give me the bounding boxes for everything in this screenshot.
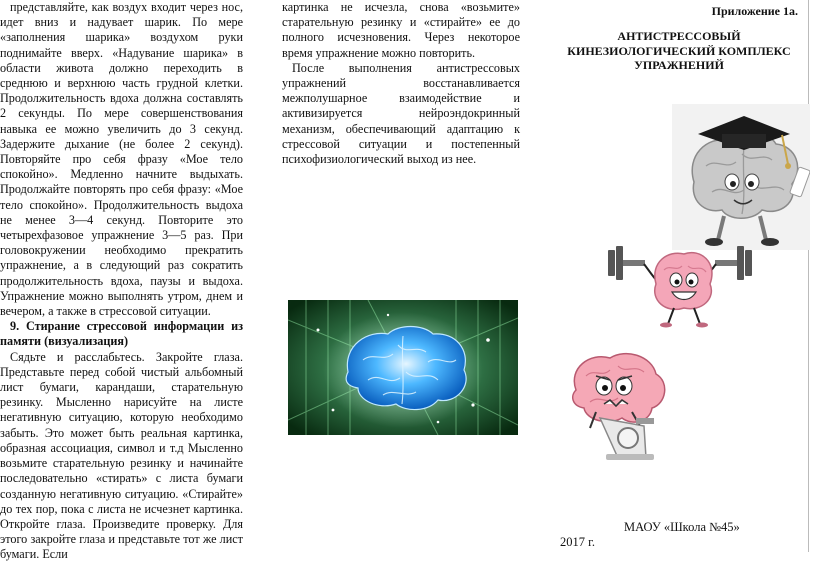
title-line-2: КИНЕЗИОЛОГИЧЕСКИЙ КОМПЛЕКС	[567, 43, 791, 58]
year-label: 2017 г.	[560, 535, 595, 549]
left-column	[0, 0, 243, 563]
visualization-exercise-text: Сядьте и расслабьтесь. Закройте глаза. Представьте перед собой чистый альбомный лист бумаги, карандаши, старательную резинку. Мысленно нарисуйте на листе негативную ситуацию, которую необходимо забыть. Это может быть реальная картинка, образная ассоциация, символ и т.д Мысленно возьмите старательную резинку и начинайте последовательно «стирать» с листа бумаги созданную негативную ситуацию. «Стирайте» до тех пор, пока с листа не исчезнет картинка. Откройте глаза. Произведите проверку. Для этого закройте глаза и представьте тот же лист бумаги. Если	[0, 349, 243, 562]
middle-column	[282, 0, 520, 167]
school-name: МАОУ «Школа №45»	[624, 520, 740, 534]
conclusion-text: После выполнения антистрессовых упражнений восстанавливается межполушарное взаимодействие и активизируется нейроэндокринный механизм, обеспечивающий адаптацию к стрессовой ситуации и постепенный психофизиологический выход из нее.	[282, 60, 520, 167]
section-heading-visualization: 9. Стирание стрессовой информации из памяти (визуализация)	[0, 319, 243, 349]
breathing-exercise-text: представляйте, как воздух входит через нос, идет вниз и надувает шарик. По мере «заполнения шарика» воздухом руки поднимайте вверх. «Надувание шарика» в области живота должно переходить в среднюю и верхнюю часть грудной клетки. Продолжительность вдоха должна составлять 2 секунды. По мере совершенствования навыка ее можно увеличить до 3 секунд. Задержите дыхание (не более 2 секунд). Повторяйте про себя фразу «Мое тело спокойно». Медленно начните выдыхать. Продолжайте повторять про себя фразу: «Мое тело спокойно». Продолжительность выдоха не менее 3—4 секунд. Повторите это четырехфазовое упражнение 3—5 раз. При головокружении необходимо прекратить упражнение, а в следующий раз сократить продолжительность вдоха, паузы и выдоха. Упражнение можно выполнять утром, днем и вечером, а также в стрессовой ситуации.	[0, 0, 243, 319]
title-line-3: УПРАЖНЕНИЙ	[634, 58, 724, 72]
graduate-brain-illustration	[672, 104, 810, 250]
brochure-title	[548, 29, 810, 73]
panel-border	[808, 0, 809, 552]
title-line-1: АНТИСТРЕССОВЫЙ	[617, 29, 741, 43]
glowing-brain-illustration	[288, 300, 518, 435]
visualization-continued-text: картинка не исчезла, снова «возьмите» старательную резинку и «стирайте» ее до полного исчезновения. Через некоторое время упражнение можно повторить.	[282, 0, 520, 60]
appendix-label: Приложение 1а.	[711, 4, 798, 18]
exercising-brain-illustration	[604, 232, 764, 328]
tired-brain-bike-illustration	[560, 346, 676, 462]
